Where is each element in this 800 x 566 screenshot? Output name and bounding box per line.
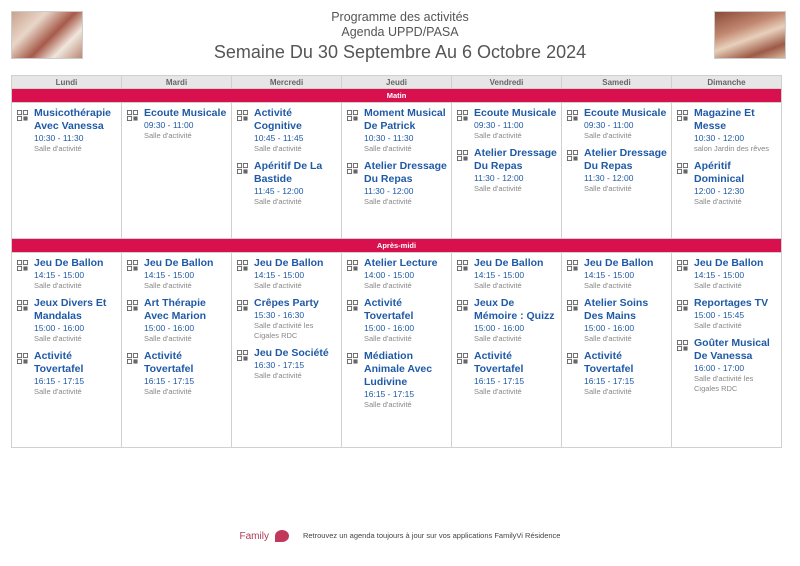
day-cell <box>562 253 672 448</box>
activity-icon <box>567 108 578 119</box>
familyvi-logo-mark <box>275 530 289 542</box>
activity-info <box>474 107 558 141</box>
activity-title: Jeu De Ballon <box>34 257 104 269</box>
activity-icon <box>127 108 138 119</box>
activity-item <box>127 107 228 141</box>
activity-time: 15:00 - 16:00 <box>584 323 635 333</box>
activity-room: Salle d'activité <box>364 334 412 343</box>
activity-info <box>144 297 228 344</box>
activity-title: Jeu De Ballon <box>474 257 544 269</box>
activity-room: salon Jardin des rêves <box>694 144 770 153</box>
activity-info <box>474 257 558 291</box>
day-header-5: Samedi <box>562 76 672 89</box>
activity-info <box>364 350 448 410</box>
activity-icon <box>127 351 138 362</box>
day-header-0: Lundi <box>12 76 122 89</box>
activity-icon <box>17 258 28 269</box>
activity-time: 09:30 - 11:00 <box>584 120 634 130</box>
activity-item <box>567 297 668 344</box>
activity-icon <box>237 298 248 309</box>
activity-time: 11:30 - 12:00 <box>364 186 414 196</box>
day-cell <box>122 253 232 448</box>
activity-info <box>694 257 778 291</box>
activity-room: Salle d'activité <box>474 281 522 290</box>
activity-time: 11:45 - 12:00 <box>254 186 304 196</box>
activity-time: 15:00 - 16:00 <box>34 323 85 333</box>
activity-icon <box>677 258 688 269</box>
activity-info <box>474 297 558 344</box>
activity-info <box>584 257 668 291</box>
day-cell <box>672 103 782 239</box>
activity-time: 14:15 - 15:00 <box>144 270 195 280</box>
day-header-2: Mercredi <box>232 76 342 89</box>
activity-item <box>237 160 338 207</box>
activity-room: Salle d'activité <box>144 387 192 396</box>
activity-info <box>474 147 558 194</box>
activity-icon <box>457 108 468 119</box>
activity-title: Atelier Lecture <box>364 257 438 269</box>
activity-room: Salle d'activité <box>694 281 742 290</box>
day-header-1: Mardi <box>122 76 232 89</box>
activity-room: Salle d'activité <box>144 131 192 140</box>
activity-title: Reportages TV <box>694 297 769 309</box>
activity-room: Salle d'activité <box>474 131 522 140</box>
familyvi-logo: Family <box>239 530 269 542</box>
activity-time: 15:00 - 16:00 <box>364 323 415 333</box>
activity-time: 16:15 - 17:15 <box>34 376 85 386</box>
days-header-row <box>12 76 782 89</box>
day-header-3: Jeudi <box>342 76 452 89</box>
activity-item <box>457 107 558 141</box>
activity-item <box>347 257 448 291</box>
activity-item <box>457 257 558 291</box>
activity-time: 12:00 - 12:30 <box>694 186 745 196</box>
activity-room: Salle d'activité <box>144 334 192 343</box>
activity-info <box>144 257 228 291</box>
activity-info <box>254 297 338 341</box>
activity-title: Activité Tovertafel <box>144 350 194 375</box>
activity-time: 16:30 - 17:15 <box>254 360 305 370</box>
section-row-0 <box>12 103 782 239</box>
activity-item <box>127 257 228 291</box>
activity-title: Art Thérapie Avec Marion <box>144 297 207 322</box>
activity-item <box>457 350 558 397</box>
activity-time: 14:15 - 15:00 <box>34 270 85 280</box>
activity-room: Salle d'activité <box>474 387 522 396</box>
activity-time: 14:15 - 15:00 <box>474 270 525 280</box>
activity-item <box>127 350 228 397</box>
activity-room: Salle d'activité <box>364 144 412 153</box>
activity-item <box>237 347 338 381</box>
activity-item <box>17 257 118 291</box>
activity-icon <box>347 258 358 269</box>
activity-room: Salle d'activité <box>584 184 632 193</box>
activity-item <box>237 107 338 154</box>
activity-title: Jeu De Ballon <box>584 257 654 269</box>
activity-info <box>474 350 558 397</box>
day-cell <box>232 253 342 448</box>
activity-time: 10:45 - 11:45 <box>254 133 304 143</box>
activity-icon <box>457 148 468 159</box>
activity-time: 16:15 - 17:15 <box>474 376 525 386</box>
activity-item <box>677 337 778 394</box>
activity-room: Salle d'activité <box>144 281 192 290</box>
header-subtitle: Agenda UPPD/PASA <box>341 25 459 39</box>
activity-item <box>677 257 778 291</box>
activity-title: Apéritif De La Bastide <box>254 160 323 185</box>
activity-room: Salle d'activité <box>364 197 412 206</box>
activity-icon <box>127 258 138 269</box>
activity-icon <box>457 298 468 309</box>
activity-title: Atelier Dressage Du Repas <box>474 147 557 172</box>
activity-item <box>677 297 778 331</box>
activity-info <box>144 107 228 141</box>
section-row-1 <box>12 253 782 448</box>
activity-title: Apéritif Dominical <box>694 160 745 185</box>
activity-icon <box>17 298 28 309</box>
activity-icon <box>347 161 358 172</box>
day-cell <box>12 103 122 239</box>
activity-time: 10:30 - 12:00 <box>694 133 745 143</box>
activity-item <box>347 107 448 154</box>
activity-title: Jeux De Mémoire : Quizz <box>474 297 555 322</box>
activity-item <box>347 160 448 207</box>
activity-info <box>694 297 778 331</box>
activity-info <box>254 347 338 381</box>
activity-time: 14:00 - 15:00 <box>364 270 415 280</box>
activity-title: Ecoute Musicale <box>144 107 227 119</box>
activity-title: Activité Tovertafel <box>474 350 524 375</box>
activity-info <box>34 297 118 344</box>
activity-title: Médiation Animale Avec Ludivine <box>364 350 433 388</box>
day-header-4: Vendredi <box>452 76 562 89</box>
activity-item <box>17 350 118 397</box>
activity-icon <box>567 148 578 159</box>
day-cell <box>122 103 232 239</box>
activity-room: Salle d'activité <box>34 334 82 343</box>
activity-time: 16:00 - 17:00 <box>694 363 745 373</box>
day-cell <box>562 103 672 239</box>
activity-room: Salle d'activité <box>474 334 522 343</box>
footer-text: Retrouvez un agenda toujours à jour sur vos applications FamilyVi Résidence <box>302 530 561 540</box>
activity-info <box>364 257 448 291</box>
activity-title: Ecoute Musicale <box>584 107 667 119</box>
activity-room: Salle d'activité les Cigales RDC <box>694 374 754 393</box>
activity-info <box>584 297 668 344</box>
day-cell <box>672 253 782 448</box>
activity-room: Salle d'activité <box>584 334 632 343</box>
activity-title: Crêpes Party <box>254 297 319 309</box>
activity-icon <box>347 298 358 309</box>
activity-item <box>567 107 668 141</box>
activity-info <box>694 337 778 394</box>
activity-room: Salle d'activité <box>254 281 302 290</box>
activity-item <box>127 297 228 344</box>
day-cell <box>452 253 562 448</box>
activity-title: Atelier Dressage Du Repas <box>584 147 667 172</box>
activity-time: 10:30 - 11:30 <box>34 133 84 143</box>
activity-info <box>364 107 448 154</box>
activity-icon <box>457 351 468 362</box>
activity-icon <box>237 161 248 172</box>
activity-title: Atelier Dressage Du Repas <box>364 160 447 185</box>
activity-room: Salle d'activité <box>584 387 632 396</box>
footer <box>0 530 800 542</box>
activity-info <box>254 107 338 154</box>
activity-item <box>237 297 338 341</box>
activity-title: Magazine Et Messe <box>694 107 755 132</box>
activity-room: Salle d'activité <box>694 321 742 330</box>
activity-info <box>364 160 448 207</box>
day-cell <box>12 253 122 448</box>
activity-item <box>677 107 778 154</box>
activity-room: Salle d'activité <box>254 371 302 380</box>
activity-time: 14:15 - 15:00 <box>694 270 745 280</box>
activity-title: Activité Tovertafel <box>584 350 634 375</box>
activity-info <box>34 257 118 291</box>
activity-room: Salle d'activité <box>34 144 82 153</box>
activity-icon <box>17 108 28 119</box>
activity-info <box>584 107 668 141</box>
activity-info <box>584 147 668 194</box>
activity-icon <box>237 258 248 269</box>
activity-icon <box>17 351 28 362</box>
activity-item <box>347 350 448 410</box>
activity-info <box>34 107 118 154</box>
activity-item <box>17 297 118 344</box>
activity-item <box>567 147 668 194</box>
activity-title: Jeu De Société <box>254 347 329 359</box>
activity-icon <box>237 108 248 119</box>
week-title: Semaine Du 30 Septembre Au 6 Octobre 2024 <box>213 42 587 62</box>
activity-room: Salle d'activité les Cigales RDC <box>254 321 314 340</box>
activity-room: Salle d'activité <box>364 400 412 409</box>
activity-title: Moment Musical De Patrick <box>364 107 446 132</box>
activity-icon <box>347 108 358 119</box>
activity-icon <box>567 351 578 362</box>
activity-title: Goûter Musical De Vanessa <box>694 337 770 362</box>
activity-icon <box>237 348 248 359</box>
activity-icon <box>347 351 358 362</box>
activity-room: Salle d'activité <box>254 144 302 153</box>
activity-icon <box>567 298 578 309</box>
activity-icon <box>127 298 138 309</box>
activity-time: 15:00 - 16:00 <box>474 323 525 333</box>
day-cell <box>342 103 452 239</box>
activity-title: Atelier Soins Des Mains <box>584 297 649 322</box>
activity-room: Salle d'activité <box>364 281 412 290</box>
activity-info <box>254 160 338 207</box>
day-cell <box>342 253 452 448</box>
section-header-0: Matin <box>12 89 782 103</box>
activity-time: 16:15 - 17:15 <box>584 376 635 386</box>
activity-time: 09:30 - 11:00 <box>144 120 194 130</box>
activity-title: Activité Cognitive <box>254 107 302 132</box>
activity-item <box>457 297 558 344</box>
activity-info <box>584 350 668 397</box>
activity-title: Jeu De Ballon <box>144 257 214 269</box>
activity-title: Jeu De Ballon <box>694 257 764 269</box>
activity-room: Salle d'activité <box>254 197 302 206</box>
activity-room: Salle d'activité <box>34 387 82 396</box>
activity-icon <box>677 108 688 119</box>
activity-icon <box>457 258 468 269</box>
activity-room: Salle d'activité <box>584 281 632 290</box>
activity-icon <box>677 338 688 349</box>
day-cell <box>452 103 562 239</box>
activity-item <box>237 257 338 291</box>
activity-time: 09:30 - 11:00 <box>474 120 524 130</box>
activity-info <box>254 257 338 291</box>
activity-info <box>144 350 228 397</box>
activity-title: Activité Tovertafel <box>34 350 84 375</box>
activity-time: 10:30 - 11:30 <box>364 133 414 143</box>
day-cell <box>232 103 342 239</box>
activity-title: Activité Tovertafel <box>364 297 414 322</box>
activity-item <box>457 147 558 194</box>
activity-room: Salle d'activité <box>694 197 742 206</box>
activity-time: 11:30 - 12:00 <box>584 173 634 183</box>
activity-title: Ecoute Musicale <box>474 107 557 119</box>
day-header-6: Dimanche <box>672 76 782 89</box>
activity-info <box>694 107 778 154</box>
activity-item <box>347 297 448 344</box>
activity-time: 11:30 - 12:00 <box>474 173 524 183</box>
activity-icon <box>567 258 578 269</box>
activity-room: Salle d'activité <box>584 131 632 140</box>
activity-time: 16:15 - 17:15 <box>364 389 415 399</box>
activity-room: Salle d'activité <box>34 281 82 290</box>
activity-info <box>34 350 118 397</box>
header-title: Programme des activités <box>331 10 469 24</box>
activity-room: Salle d'activité <box>474 184 522 193</box>
activity-icon <box>677 161 688 172</box>
activity-info <box>694 160 778 207</box>
activity-time: 14:15 - 15:00 <box>254 270 305 280</box>
activity-title: Jeux Divers Et Mandalas <box>34 297 107 322</box>
activity-item <box>17 107 118 154</box>
activity-item <box>567 257 668 291</box>
activity-item <box>567 350 668 397</box>
section-header-1: Après-midi <box>12 239 782 253</box>
activity-time: 15:00 - 15:45 <box>694 310 745 320</box>
activity-info <box>364 297 448 344</box>
activity-time: 15:00 - 16:00 <box>144 323 195 333</box>
activity-time: 16:15 - 17:15 <box>144 376 195 386</box>
weekly-schedule-table <box>11 75 782 448</box>
activity-item <box>677 160 778 207</box>
activity-title: Jeu De Ballon <box>254 257 324 269</box>
activity-time: 15:30 - 16:30 <box>254 310 305 320</box>
activity-icon <box>677 298 688 309</box>
page-header <box>0 10 800 64</box>
activity-time: 14:15 - 15:00 <box>584 270 635 280</box>
activity-title: Musicothérapie Avec Vanessa <box>34 107 112 132</box>
